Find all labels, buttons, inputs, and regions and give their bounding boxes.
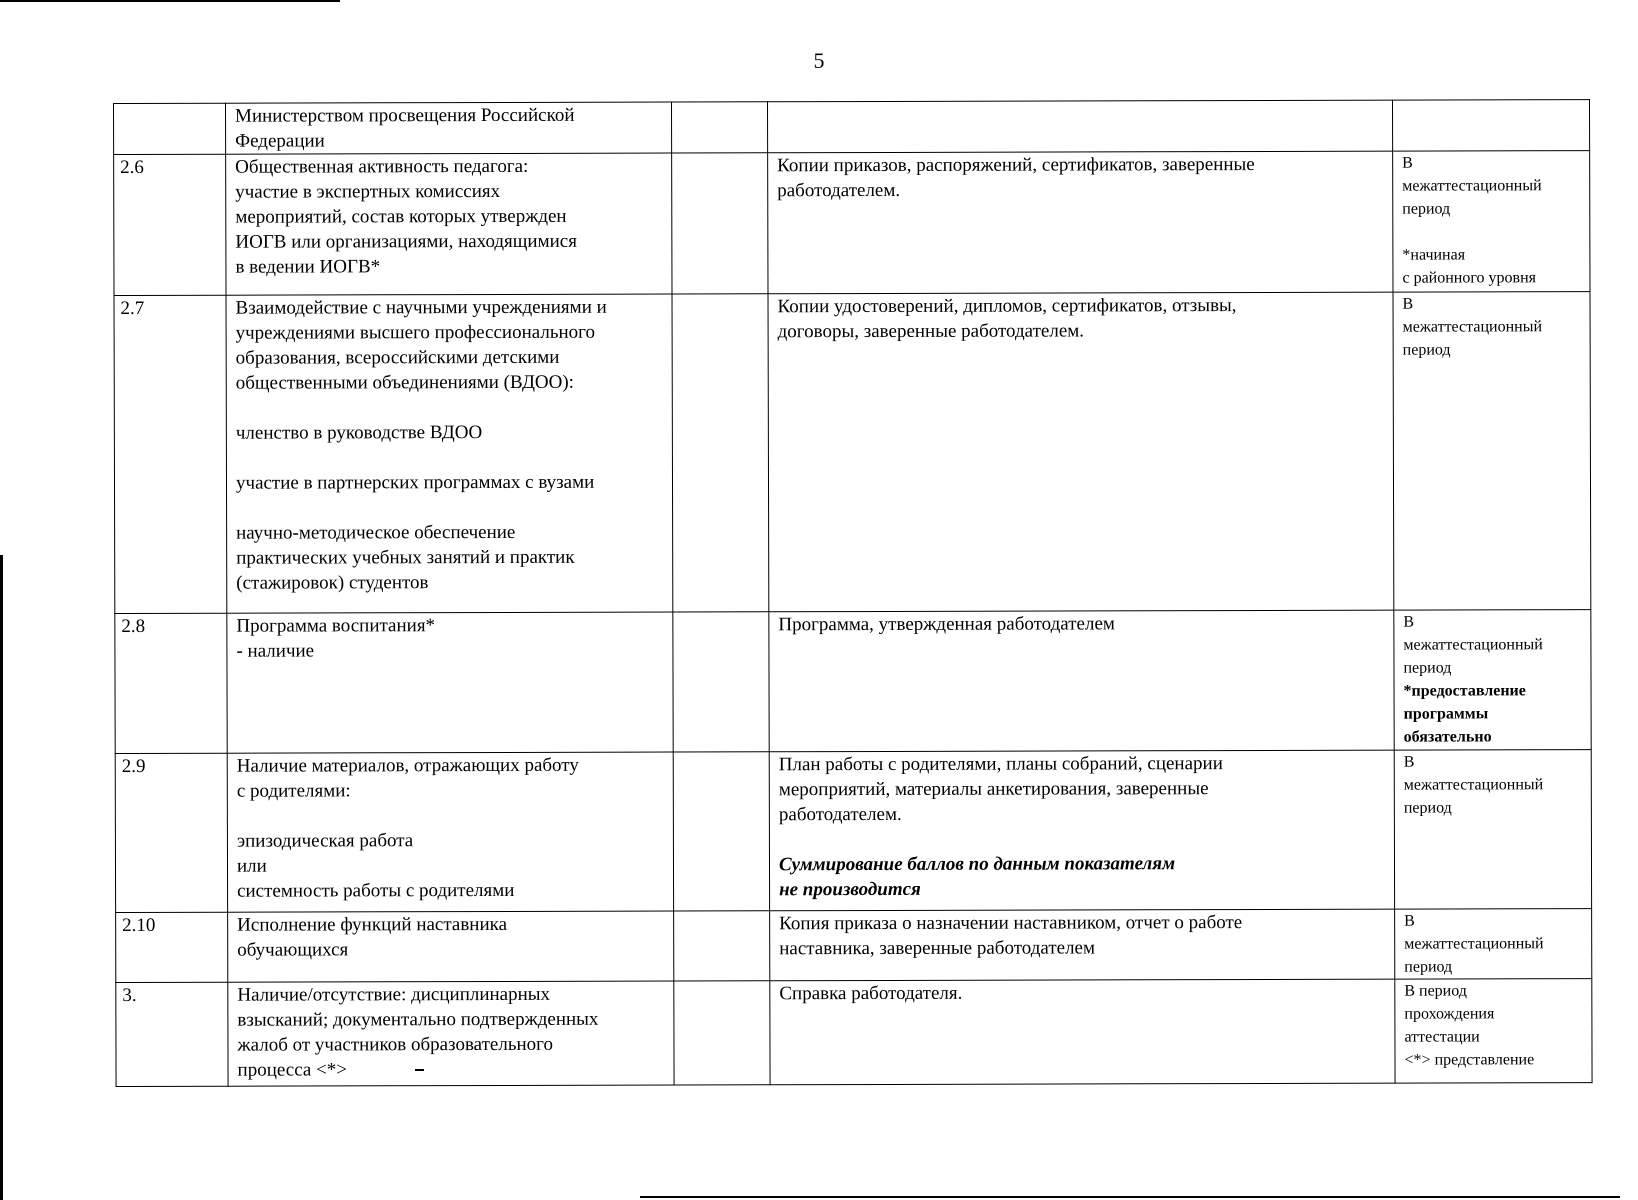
documents-text: План работы с родителями, планы собраний, сценарии мероприятий, материалы анкетирования, заверенные работодателем. <box>778 753 1223 826</box>
score-cell <box>674 911 770 981</box>
score-cell <box>672 153 768 294</box>
documents-cell <box>769 610 1394 752</box>
indicator-item: членство в руководстве ВДОО <box>235 422 483 444</box>
score-cell <box>673 612 769 752</box>
documents-cell <box>768 151 1393 294</box>
indicator-cell <box>228 981 674 1086</box>
table-row <box>115 610 1591 754</box>
documents-note: Суммирование баллов по данным показателям не производится <box>778 853 1176 901</box>
term-text: В межаттестационный период <box>1403 753 1544 817</box>
row-number: 2.7 <box>114 295 227 613</box>
indicator-cell <box>227 752 673 912</box>
score-cell <box>671 102 767 153</box>
term-cell <box>1393 151 1590 293</box>
documents-cell <box>770 909 1395 981</box>
indicator-text: Общественная активность педагога: участие в экспертных комиссиях мероприятий, состав которых утвержден ИОГВ или организациями, находящимися в ведении ИОГВ* <box>235 155 577 278</box>
score-cell <box>672 294 769 612</box>
documents-text: Программа, утвержденная работодателем <box>778 613 1115 636</box>
score-cell <box>673 752 769 911</box>
criteria-table <box>113 99 1593 1087</box>
term-cell <box>1392 100 1589 152</box>
table-row <box>114 100 1590 155</box>
indicator-text: Наличие материалов, отражающих работу с родителями: <box>236 754 579 802</box>
indicator-cell <box>227 612 673 753</box>
documents-cell <box>770 979 1395 1085</box>
row-number: 2.10 <box>116 912 228 982</box>
row-number: 2.9 <box>115 753 227 912</box>
documents-cell <box>768 292 1394 612</box>
indicator-item: эпизодическая работа или системность работы с родителями <box>236 830 515 902</box>
score-cell <box>674 981 770 1085</box>
term-text: В период прохождения аттестации <*> представление <box>1404 982 1535 1069</box>
table-row <box>115 750 1591 913</box>
indicator-text: Взаимодействие с научными учреждениями и учреждениями высшего профессионального образования, всероссийскими детскими общественными объединениями (ВДОО): <box>235 296 607 394</box>
term-cell <box>1394 610 1591 751</box>
documents-text: Справка работодателя. <box>779 982 963 1005</box>
term-cell <box>1393 292 1591 611</box>
term-text: В межаттестационный период <box>1402 295 1543 359</box>
term-note: *начиная с районного уровня <box>1402 246 1537 287</box>
documents-text: Копии приказов, распоряжений, сертификатов, заверенные работодателем. <box>777 154 1255 202</box>
indicator-cell <box>228 911 674 982</box>
stray-mark <box>415 1069 424 1071</box>
indicator-item: научно-методическое обеспечение практических учебных занятий и практик (стажировок) студентов <box>236 521 575 594</box>
row-number: 3. <box>116 982 228 1086</box>
documents-text: Копии удостоверений, дипломов, сертификатов, отзывы, договоры, заверенные работодателем. <box>777 295 1237 343</box>
term-cell <box>1395 979 1592 1084</box>
table-row <box>114 292 1591 614</box>
indicator-cell <box>226 294 673 613</box>
term-cell <box>1395 909 1592 980</box>
indicator-text: Исполнение функций наставника обучающихся <box>237 913 508 961</box>
documents-text: Копия приказа о назначении наставником, отчет о работе наставника, заверенные работодателем <box>779 912 1243 960</box>
indicator-text: Программа воспитания* - наличие <box>236 615 436 662</box>
indicator-item: участие в партнерских программах с вузами <box>235 471 595 494</box>
page-number: 5 <box>813 48 825 73</box>
row-number <box>114 103 226 154</box>
term-text: В межаттестационный период <box>1403 613 1543 677</box>
documents-cell <box>767 100 1392 153</box>
indicator-text: Наличие/отсутствие: дисциплинарных взысканий; документально подтвержденных жалоб от участников образовательного процесса <*> <box>237 983 599 1081</box>
scan-edge-top <box>0 0 340 2</box>
row-number: 2.6 <box>114 154 226 295</box>
table-row <box>116 979 1592 1087</box>
table-row <box>114 151 1590 296</box>
term-text: В межаттестационный период <box>1404 912 1544 976</box>
scan-edge-bottom <box>640 1196 1620 1198</box>
indicator-cell <box>226 102 672 154</box>
scan-edge-left <box>0 555 3 1200</box>
term-note: *предоставление программы обязательно <box>1403 682 1526 746</box>
table-row <box>116 909 1592 983</box>
documents-text <box>777 101 1384 103</box>
indicator-cell <box>226 153 672 295</box>
row-number: 2.8 <box>115 613 227 753</box>
documents-cell <box>769 750 1394 911</box>
term-text: В межаттестационный период <box>1402 154 1542 218</box>
term-cell <box>1394 750 1591 910</box>
indicator-text: Министерством просвещения Российской Федерации <box>235 104 575 152</box>
